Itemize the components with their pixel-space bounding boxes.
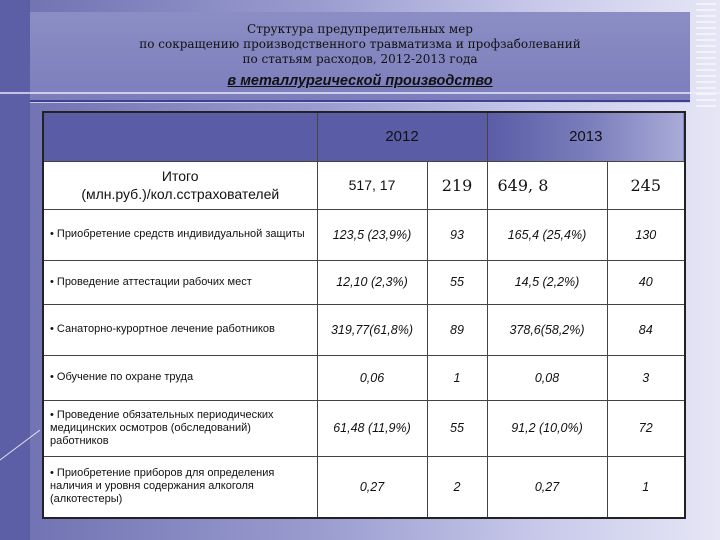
slide-header: [30, 12, 690, 102]
decor-corner-line: [0, 430, 40, 540]
row-2013-sum: 0,08: [487, 355, 607, 400]
row-label: • Приобретение средств индивидуальной защиты: [43, 209, 317, 260]
row-2013-count: 84: [607, 304, 685, 355]
expenses-table: [42, 111, 686, 519]
row-2012-count: 55: [427, 260, 487, 304]
row-2012-count: 2: [427, 456, 487, 518]
row-2013-sum: 165,4 (25,4%): [487, 209, 607, 260]
total-2012-count: 219: [427, 161, 487, 209]
row-2013-count: 130: [607, 209, 685, 260]
row-2012-count: 1: [427, 355, 487, 400]
row-2013-count: 72: [607, 400, 685, 456]
header-blank-cell: [43, 112, 317, 161]
decor-ticks: [692, 0, 720, 112]
row-2012-count: 55: [427, 400, 487, 456]
total-row: [43, 161, 685, 209]
decor-horizontal-line: [0, 92, 720, 94]
total-label-title: Итого: [161, 168, 199, 184]
table-row: [43, 355, 685, 400]
title-line-1: Структура предупредительных мер: [247, 22, 473, 36]
total-label-unit: (млн.руб.)/кол.сстрахователей: [81, 186, 280, 202]
row-2012-count: 89: [427, 304, 487, 355]
table-row: [43, 260, 685, 304]
total-label-cell: [43, 161, 317, 209]
row-2013-sum: 14,5 (2,2%): [487, 260, 607, 304]
row-label: • Проведение аттестации рабочих мест: [43, 260, 317, 304]
row-2012-sum: 0,27: [317, 456, 427, 518]
table-row: [43, 304, 685, 355]
row-label: • Санаторно-курортное лечение работников: [43, 304, 317, 355]
year-2013-header: 2013: [487, 112, 685, 161]
title-line-2: по сокращению производственного травматизма и профзаболеваний: [139, 37, 581, 51]
row-2012-sum: 0,06: [317, 355, 427, 400]
table-row: [43, 400, 685, 456]
row-2012-sum: 123,5 (23,9%): [317, 209, 427, 260]
slide-subtitle: в металлургической производство: [227, 73, 493, 89]
row-label: • Обучение по охране труда: [43, 355, 317, 400]
total-2013-sum: 649, 8: [487, 161, 607, 209]
row-2013-sum: 91,2 (10,0%): [487, 400, 607, 456]
row-2013-sum: 378,6(58,2%): [487, 304, 607, 355]
row-2013-sum: 0,27: [487, 456, 607, 518]
title-line-3: по статьям расходов, 2012-2013 года: [242, 52, 478, 66]
year-header-row: [43, 112, 685, 161]
total-2012-sum: 517, 17: [317, 161, 427, 209]
table-row: [43, 209, 685, 260]
total-2013-count: 245: [607, 161, 685, 209]
row-2013-count: 3: [607, 355, 685, 400]
row-label: • Проведение обязательных периодических медицинских осмотров (обследований) работников: [43, 400, 317, 456]
row-2012-sum: 61,48 (11,9%): [317, 400, 427, 456]
row-label: • Приобретение приборов для определения наличия и уровня содержания алкоголя (алкотестеры): [43, 456, 317, 518]
year-2012-header: 2012: [317, 112, 487, 161]
row-2013-count: 40: [607, 260, 685, 304]
row-2013-count: 1: [607, 456, 685, 518]
table-row: [43, 456, 685, 518]
row-2012-sum: 12,10 (2,3%): [317, 260, 427, 304]
row-2012-sum: 319,77(61,8%): [317, 304, 427, 355]
row-2012-count: 93: [427, 209, 487, 260]
